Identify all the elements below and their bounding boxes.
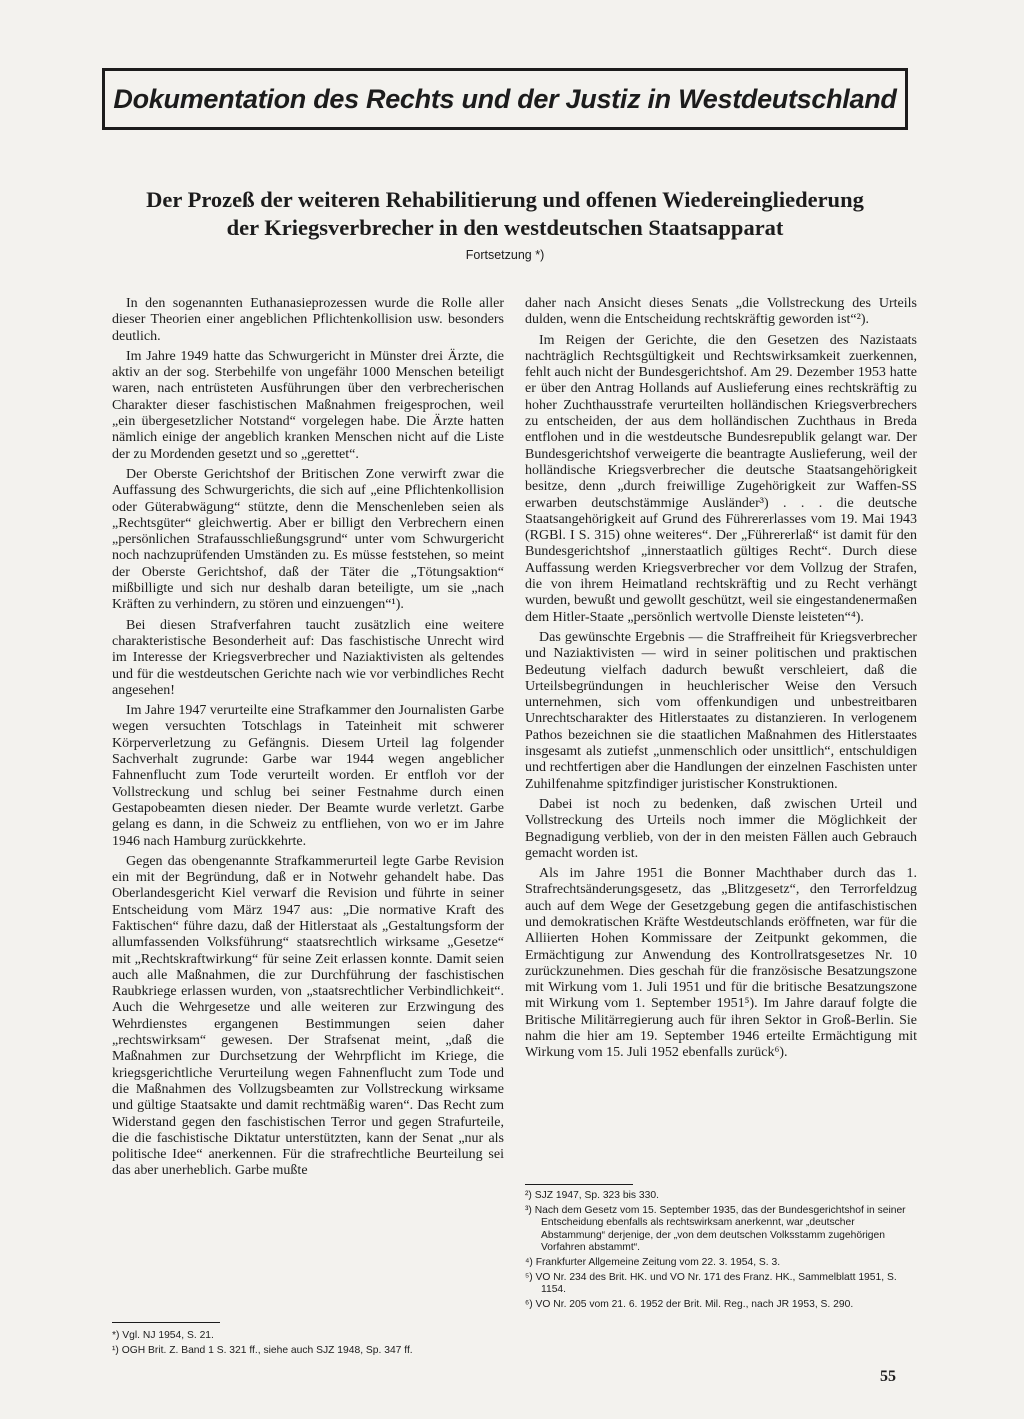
right-footnotes (525, 1190, 917, 1313)
footnote: ³) Nach dem Gesetz vom 15. September 1935, das der Bundesgerichtshof in seiner Entscheidung ebenfalls als rechtswirksam anerkennt, war „deutscher Abstammung“ derjenige, der „von dem deutschen Volksstamm zugehörigen Vorfahren abstammt“. (525, 1204, 906, 1254)
page-number: 55 (880, 1368, 896, 1385)
article-subtitle: Fortsetzung *) (465, 248, 545, 262)
paragraph: Dabei ist noch zu bedenken, daß zwischen Urteil und Vollstreckung des Urteils noch immer die Möglichkeit der Begnadigung verblieb, von der in den meisten Fällen auch Gebrauch gemacht worden ist. (525, 796, 917, 861)
paragraph: Im Jahre 1947 verurteilte eine Strafkammer den Journalisten Garbe wegen versuchten Totschlags in Tateinheit mit schwerer Körperverletzung zu Gefängnis. Diesem Urteil lag folgender Sachverhalt zugrunde: Garbe war 1944 wegen angeblicher Fahnenflucht zum Tode verurteilt worden. Er entfloh vor der Vollstreckung und schlug bei seiner Festnahme durch einen Gestapobeamten diesen nieder. Der Beamte wurde verletzt. Garbe gelang es dann, in die Schweiz zu entfliehen, von wo er im Jahre 1946 nach Hamburg zurückkehrte. (112, 703, 504, 849)
paragraph: Im Reigen der Gerichte, die den Gesetzen des Nazistaats nachträglich Rechtsgültigkeit und Rechtswirksamkeit zuerkennen, fehlt auch nicht der Bundesgerichtshof. Am 29. Dezember 1953 hatte er über den Antrag Hollands auf Auslieferung eines rechtskräftig zu hoher Zuchthausstrafe verurteilten holländischen Kriegsverbrechers zu entscheiden, der aus dem holländischen Zuchthaus in Breda entflohen und in die westdeutsche Bundesrepublik gelangt war. Der Bundesgerichtshof verweigerte die beantragte Auslieferung, weil der holländische Kriegsverbrecher die deutsche Staatsangehörigkeit besitze, denn „durch freiwillige Zugehörigkeit zur Waffen-SS erwarben deutschstämmige Ausländer³) . . . die deutsche Staatsangehörigkeit auf Grund des Führererlasses vom 19. Mai 1943 (RGBl. I S. 315) ohne weiteres“. Der „Führererlaß“ ist damit für den Bundesgerichtshof „innerstaatlich gültiges Recht“. Durch diese Auffassung werden Kriegsverbrecher vor dem Vollzug der Strafen, die von ihrem Heimatland rechtskräftig und zu Recht verhängt wurden, bewußt und gewollt geschützt, weil sie eingestandenermaßen dem Hitler-Staate „persönlich wertvolle Dienste leisteten“⁴). (525, 332, 917, 625)
footnote: ⁴) Frankfurter Allgemeine Zeitung vom 22. 3. 1954, S. 3. (525, 1256, 781, 1268)
paragraph: Gegen das obengenannte Strafkammerurteil legte Garbe Revision ein mit der Begründung, daß er in Notwehr gehandelt habe. Das Oberlandesgericht Kiel verwarf die Revision und führte in seiner Entscheidung vom März 1947 aus: „Die normative Kraft des Faktischen“ führe dazu, daß der Hitlerstaat als „Gestaltungsform der allumfassenden Volksführung“ staatsrechtlich wirksame „Gesetze“ mit „Rechtskraftwirkung“ für seine Zeit erlassen konnte. Damit seien auch alle Maßnahmen, die zur Durchführung der faschistischen Raubkriege erlassen wurden, von „staatsrechtlicher Verbindlichkeit“. Auch die Wehrgesetze und alle weiteren zur Erzwingung des Wehrdienstes ergangenen Bestimmungen seien daher „rechtswirksam“ gewesen. Der Strafsenat meint, „daß die Maßnahmen zur Durchsetzung der Wehrpflicht im Kriege, die kriegsgerichtliche Verurteilung wegen Fahnenflucht zum Tode und die Maßnahmen des Vollzugsbeamten zur Vollstreckung wirksame und gültige Staatsakte und damit rechtmäßig waren“. Das Recht zum Widerstand gegen den faschistischen Terror und gegen Strafurteile, die die faschistische Diktatur unterstützten, kann der Senat „nur als politische Idee“ anerkennen. Für die strafrechtliche Beurteilung sei das aber unerheblich. Garbe mußte (112, 853, 504, 1179)
paragraph: Das gewünschte Ergebnis — die Straffreiheit für Kriegsverbrecher und Naziaktivisten — wird in seiner politischen und praktischen Bedeutung vielfach dadurch bewußt verschleiert, daß die Urteilsbegründungen in heuchlerischer Weise den Versuch unternehmen, sich vom offenkundigen und unbestreitbaren Unrechtscharakter des Hitlerstaates zu distanzieren. In verlogenem Pathos bezeichnen sie die staatlichen Maßnahmen des Hitlerstaates insgesamt als zutiefst „unmenschlich oder unsittlich“, entschuldigen und rechtfertigen aber die Handlungen der einzelnen Faschisten unter Zuhilfenahme spitzfindiger juristischer Konstruktionen. (525, 629, 917, 792)
footnote: ⁵) VO Nr. 234 des Brit. HK. und VO Nr. 171 des Franz. HK., Sammelblatt 1951, S. 1154. (525, 1271, 897, 1296)
footnote: ²) SJZ 1947, Sp. 323 bis 330. (525, 1190, 659, 1201)
paragraph: Im Jahre 1949 hatte das Schwurgericht in Münster drei Ärzte, die aktiv an der sog. Sterbehilfe von ungefähr 1000 Menschen beteiligt waren, nach entrüsteten Ausführungen über den verbrecherischen Charakter dieser faschistischen Maßnahmen freigesprochen, weil „ein übergesetzlicher Notstand“ vorgelegen habe. Die Ärzte hatten nämlich einige der angeblich kranken Menschen nicht auf die Liste der zu Mordenden gesetzt und so „gerettet“. (112, 348, 504, 462)
article-title (100, 186, 910, 242)
section-header-box (102, 68, 908, 130)
footnote-divider-left (112, 1322, 220, 1323)
footnote: ¹) OGH Brit. Z. Band 1 S. 321 ff., siehe auch SJZ 1948, Sp. 347 ff. (112, 1344, 413, 1356)
paragraph: Als im Jahre 1951 die Bonner Machthaber durch das 1. Strafrechtsänderungsgesetz, das „Blitzgesetz“, den Terrorfeldzug auch auf dem Wege der Gesetzgebung gegen die antifaschistischen und demokratischen Kräfte Westdeutschlands eröffneten, war für die Alliierten Hohen Kommissare der Zeitpunkt gekommen, die Ermächtigung zur Anwendung des Kontrollratsgesetzes Nr. 10 zurückzunehmen. Dies geschah für die französische Besatzungszone mit Wirkung vom 1. Juli 1951 und für die britische Besatzungszone mit Wirkung vom 1. September 1951⁵). Im Jahre darauf folgte die Britische Militärregierung auch für ihren Sektor in Groß-Berlin. Sie nahm die hier am 19. September 1946 erteilte Ermächtigung mit Wirkung vom 15. Juli 1952 ebenfalls zurück⁶). (525, 866, 917, 1061)
section-header: Dokumentation des Rechts und der Justiz in Westdeutschland (113, 83, 897, 114)
left-column (112, 296, 504, 1184)
paragraph: Der Oberste Gerichtshof der Britischen Zone verwirft zwar die Auffassung des Schwurgerichts, die sich auf „eine Pflichtenkollision oder Güterabwägung“ stützte, denn die Menschenleben seien als „Rechtsgüter“ gleichwertig. Aber er billigt den Verbrechern einen „persönlichen Strafausschließungsgrund“ unter vom Schwurgericht noch nachzuprüfenden Umständen zu. Es müsse feststehen, so meint der Oberste Gerichtshof, daß der Täter die „Tötungsaktion“ mißbilligte und sich nur deshalb daran beteiligte, um sie „nach Kräften zu verhindern, zu stören und einzuengen“¹). (112, 466, 504, 613)
footnote: *) Vgl. NJ 1954, S. 21. (112, 1330, 214, 1341)
paragraph: In den sogenannten Euthanasieprozessen wurde die Rolle aller dieser Theorien einer angeblichen Pflichtenkollision usw. besonders deutlich. (112, 296, 504, 344)
article-title-line-2: der Kriegsverbrecher in den westdeutschen Staatsapparat (226, 215, 784, 240)
left-footnotes (112, 1330, 504, 1359)
footnote-divider-right (525, 1184, 633, 1185)
footnote: ⁶) VO Nr. 205 vom 21. 6. 1952 der Brit. Mil. Reg., nach JR 1953, S. 290. (525, 1298, 854, 1310)
paragraph: Bei diesen Strafverfahren taucht zusätzlich eine weitere charakteristische Besonderheit auf: Das faschistische Unrecht wird im Interesse der Kriegsverbrecher und Naziaktivisten als geltendes und für die westdeutschen Gerichte nach wie vor verbindliches Recht angesehen! (112, 617, 504, 698)
article-title-line-1: Der Prozeß der weiteren Rehabilitierung und offenen Wiedereingliederung (146, 187, 864, 212)
paragraph: daher nach Ansicht dieses Senats „die Vollstreckung des Urteils dulden, wenn die Entscheidung rechtskräftig geworden ist“²). (525, 296, 917, 328)
right-column (525, 296, 917, 1066)
